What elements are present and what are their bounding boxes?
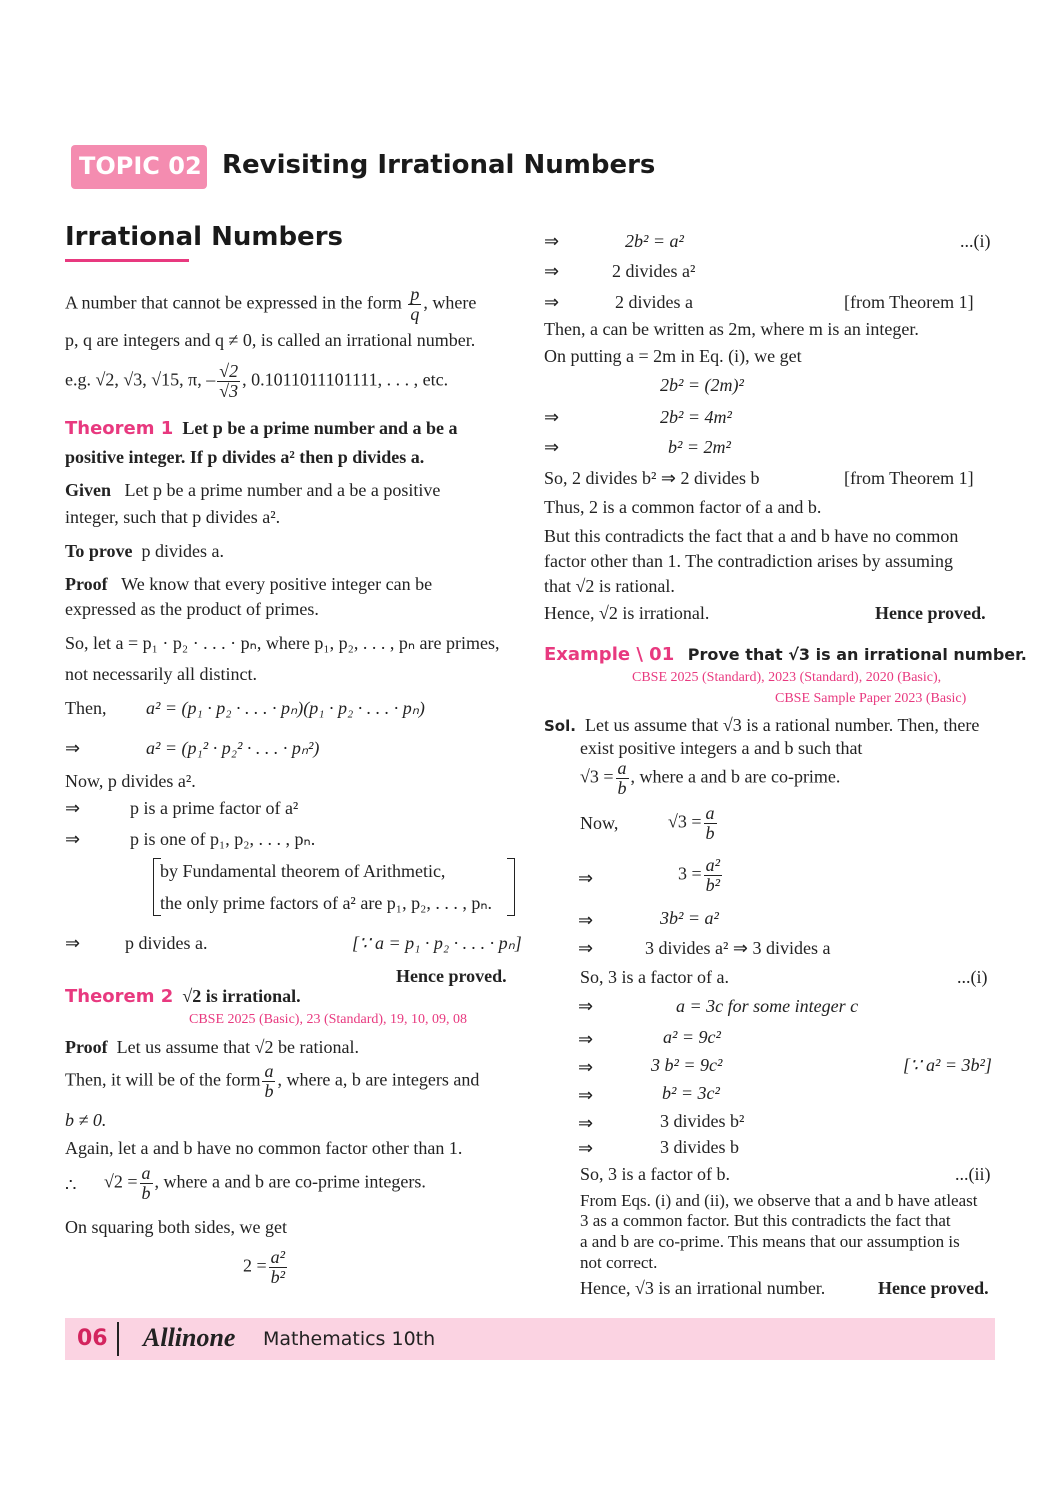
topic-title: Revisiting Irrational Numbers bbox=[222, 150, 656, 180]
implies-symbol: ⇒ bbox=[578, 1113, 594, 1133]
implies-symbol: ⇒ bbox=[578, 1057, 594, 1077]
two-divides-a2: 2 divides a² bbox=[612, 261, 696, 281]
example-line: Example \ 01 Prove that √3 is an irrational number. bbox=[544, 644, 1027, 665]
implies-symbol: ⇒ bbox=[544, 261, 560, 281]
reason-a2-3b2: [∵ a² = 3b²] bbox=[903, 1055, 992, 1075]
three-divides-b2: 3 divides b² bbox=[660, 1111, 745, 1131]
eq-tag-ii: ...(ii) bbox=[955, 1164, 991, 1184]
hence-sqrt2-irrational: Hence, √2 is irrational. bbox=[544, 603, 710, 623]
eq-b2-3c2: b² = 3c² bbox=[662, 1083, 720, 1103]
implies-symbol: ⇒ bbox=[578, 868, 594, 888]
sol-sqrt3-line: √3 = $\frac{a}{b}$ , where a and b are co-prime. bbox=[580, 758, 841, 798]
eq-3b2-a2: 3b² = a² bbox=[660, 908, 719, 928]
hence-proved-3: Hence proved. bbox=[878, 1278, 989, 1298]
eq-2b2-2m2: 2b² = (2m)² bbox=[660, 375, 744, 395]
implies-symbol: ⇒ bbox=[578, 1029, 594, 1049]
sol-now-sqrt3: √3 = $\frac{a}{b}$ bbox=[668, 803, 715, 843]
b-not-zero: b ≠ 0. bbox=[65, 1110, 107, 1130]
footer-divider bbox=[117, 1322, 119, 1356]
three-factor-a: So, 3 is a factor of a. bbox=[580, 967, 729, 987]
implies-symbol: ⇒ bbox=[65, 798, 81, 818]
implies-symbol: ⇒ bbox=[578, 910, 594, 930]
given-line-2: integer, such that p divides a². bbox=[65, 507, 281, 527]
fraction-p-q: $\frac{p}{q}$ bbox=[410, 284, 420, 324]
so-let-line-2: not necessarily all distinct. bbox=[65, 664, 257, 684]
bracket-line-2: the only prime factors of a² are p₁, p₂, . . . , pₙ. bbox=[160, 893, 493, 913]
proof-label: Proof bbox=[65, 574, 108, 594]
conclusion-line-2: 3 as a common factor. But this contradicts the fact that bbox=[580, 1211, 951, 1230]
implies-symbol: ⇒ bbox=[65, 829, 81, 849]
sol-line-1: Sol. Let us assume that √3 is a rational number. Then, there bbox=[544, 715, 980, 735]
again-line: Again, let a and b have no common factor other than 1. bbox=[65, 1138, 463, 1158]
proof2-label: Proof bbox=[65, 1037, 108, 1057]
on-putting: On putting a = 2m in Eq. (i), we get bbox=[544, 346, 802, 366]
section-underline bbox=[65, 259, 189, 262]
theorem2-line: Theorem 2 √2 is irrational. bbox=[65, 986, 301, 1007]
theorem2-reference: CBSE 2025 (Basic), 23 (Standard), 19, 10, 09, 08 bbox=[189, 1012, 468, 1027]
fraction-a2-b2: $\frac{\text{a²}}{\text{b²}}$ bbox=[705, 855, 721, 895]
intro-line-1: A number that cannot be expressed in the form $\frac{p}{q}$ , where bbox=[65, 284, 477, 324]
contradiction-line-1: But this contradicts the fact that a and b have no common bbox=[544, 526, 959, 546]
then-a-2m: Then, a can be written as 2m, where m is an integer. bbox=[544, 319, 919, 339]
sol-label: Sol. bbox=[544, 717, 576, 735]
hence-proved-2: Hence proved. bbox=[875, 603, 986, 623]
contradiction-line-2: factor other than 1. The contradiction arises by assuming bbox=[544, 551, 954, 571]
section-heading: Irrational Numbers bbox=[65, 222, 343, 252]
intro-line-2: p, q are integers and q ≠ 0, is called an irrational number. bbox=[65, 330, 476, 350]
implies-symbol: ⇒ bbox=[578, 1138, 594, 1158]
implies-symbol: ⇒ bbox=[544, 231, 560, 251]
toprove-label: To prove bbox=[65, 541, 133, 561]
implies-symbol: ⇒ bbox=[65, 738, 81, 758]
eq-3b2-9c2: 3 b² = 9c² bbox=[651, 1055, 723, 1075]
proof-line-1: Proof We know that every positive integer can be bbox=[65, 574, 433, 594]
three-factor-b: So, 3 is a factor of b. bbox=[580, 1164, 730, 1184]
given-line-1: Given Let p be a prime number and a be a positive bbox=[65, 480, 441, 500]
example-reference-1: CBSE 2025 (Standard), 2023 (Standard), 2020 (Basic), bbox=[632, 670, 942, 685]
implies-symbol: ⇒ bbox=[544, 292, 560, 312]
theorem1-label: Theorem 1 bbox=[65, 418, 174, 439]
then-label: Then, bbox=[65, 698, 107, 718]
theorem2-label: Theorem 2 bbox=[65, 986, 174, 1007]
eq-tag-i-sol: ...(i) bbox=[957, 967, 988, 987]
reason-theorem1: [from Theorem 1] bbox=[844, 292, 974, 312]
fraction-a-b: $\frac{a}{b}$ bbox=[617, 758, 627, 798]
theorem1-line-2: positive integer. If p divides a² then p divides a. bbox=[65, 447, 425, 467]
fraction-a-b: $\frac{a}{b}$ bbox=[141, 1163, 151, 1203]
two-divides-a: 2 divides a bbox=[615, 292, 693, 312]
two-equation-line: 2 = $\frac{\text{a²}}{\text{b²}}$ bbox=[243, 1247, 286, 1287]
implies-symbol: ⇒ bbox=[578, 996, 594, 1016]
now-p-divides: Now, p divides a². bbox=[65, 771, 196, 791]
page-number: 06 bbox=[77, 1326, 108, 1351]
implies-symbol: ⇒ bbox=[544, 437, 560, 457]
sqrt2-equation-line: √2 = $\frac{a}{b}$ , where a and b are co-prime integers. bbox=[104, 1163, 426, 1203]
then2-line: Then, it will be of the form $\frac{a}{b}$ , where a, b are integers and bbox=[65, 1061, 480, 1101]
implies-symbol: ⇒ bbox=[578, 1085, 594, 1105]
sol-three-eq: 3 = $\frac{\text{a²}}{\text{b²}}$ bbox=[678, 855, 721, 895]
theorem1-line-1: Theorem 1 Let p be a prime number and a be a bbox=[65, 418, 458, 439]
conclusion-line-3: a and b are co-prime. This means that our assumption is bbox=[580, 1232, 960, 1251]
eq-2b2-a2: 2b² = a² bbox=[625, 231, 684, 251]
subject-label: Mathematics 10th bbox=[263, 1328, 436, 1350]
eq-tag-i: ...(i) bbox=[960, 231, 991, 251]
so-let-line-1: So, let a = p₁ · p₂ · . . . · pₙ, where p₁, p₂, . . . , pₙ are primes, bbox=[65, 633, 500, 653]
implies-symbol: ⇒ bbox=[578, 938, 594, 958]
topic-badge-label: TOPIC 02 bbox=[79, 152, 202, 180]
example-label: Example \ 01 bbox=[544, 644, 675, 665]
toprove-line: To prove p divides a. bbox=[65, 541, 225, 561]
examples-line: e.g. √2, √3, √15, π, – $\frac{√2}{√3}$ , 0.1011011101111, . . . , etc. bbox=[65, 361, 449, 401]
reason-a-product: [∵ a = p₁ · p₂ · . . . · pₙ] bbox=[352, 933, 522, 953]
squaring-line: On squaring both sides, we get bbox=[65, 1217, 287, 1237]
proof-line-2: expressed as the product of primes. bbox=[65, 599, 319, 619]
reason-theorem1: [from Theorem 1] bbox=[844, 468, 974, 488]
therefore-symbol: ∴ bbox=[65, 1175, 77, 1195]
now-label: Now, bbox=[580, 813, 619, 833]
fraction-a-b: $\frac{a}{b}$ bbox=[264, 1061, 274, 1101]
given-label: Given bbox=[65, 480, 112, 500]
hence-sqrt3-irrational: Hence, √3 is an irrational number. bbox=[580, 1278, 826, 1298]
contradiction-line-3: that √2 is rational. bbox=[544, 576, 675, 596]
three-divides-a: 3 divides a² ⇒ 3 divides a bbox=[645, 938, 831, 958]
p-divides-a-line: p divides a. bbox=[125, 933, 208, 953]
hence-proved-1: Hence proved. bbox=[396, 966, 507, 986]
eq-b2-2m2: b² = 2m² bbox=[668, 437, 731, 457]
implies-symbol: ⇒ bbox=[544, 407, 560, 427]
example-reference-2: CBSE Sample Paper 2023 (Basic) bbox=[775, 691, 967, 706]
conclusion-line-4: not correct. bbox=[580, 1253, 658, 1272]
bracket-line-1: by Fundamental theorem of Arithmetic, bbox=[160, 861, 446, 881]
thus-common-factor: Thus, 2 is a common factor of a and b. bbox=[544, 497, 822, 517]
sol-line-2: exist positive integers a and b such that bbox=[580, 738, 863, 758]
so-2-divides-b: So, 2 divides b² ⇒ 2 divides b bbox=[544, 468, 760, 488]
eq-a2-9c2: a² = 9c² bbox=[663, 1027, 721, 1047]
proof2-line: Proof Let us assume that √2 be rational. bbox=[65, 1037, 359, 1057]
topic-badge bbox=[71, 145, 207, 189]
a-eq-3c: a = 3c for some integer c bbox=[676, 996, 859, 1016]
equation-a2-squares: a² = (p₁² · p₂² · . . . · pₙ²) bbox=[146, 738, 320, 758]
three-divides-b: 3 divides b bbox=[660, 1137, 739, 1157]
brand-logo: Allinone bbox=[143, 1323, 236, 1352]
fraction-a-b: $\frac{a}{b}$ bbox=[705, 803, 715, 843]
fraction-sqrt2-sqrt3: $\frac{√2}{√3}$ bbox=[219, 361, 239, 401]
implies-symbol: ⇒ bbox=[65, 933, 81, 953]
footer-bar bbox=[65, 1318, 995, 1360]
one-of-line: p is one of p₁, p₂, . . . , pₙ. bbox=[130, 829, 316, 849]
prime-factor-line: p is a prime factor of a² bbox=[130, 798, 299, 818]
then-equation: a² = (p₁ · p₂ · . . . · pₙ)(p₁ · p₂ · . . . · pₙ) bbox=[146, 698, 425, 718]
fraction-a2-b2: $\frac{\text{a²}}{\text{b²}}$ bbox=[270, 1247, 286, 1287]
eq-2b2-4m2: 2b² = 4m² bbox=[660, 407, 732, 427]
conclusion-line-1: From Eqs. (i) and (ii), we observe that a and b have atleast bbox=[580, 1191, 978, 1210]
